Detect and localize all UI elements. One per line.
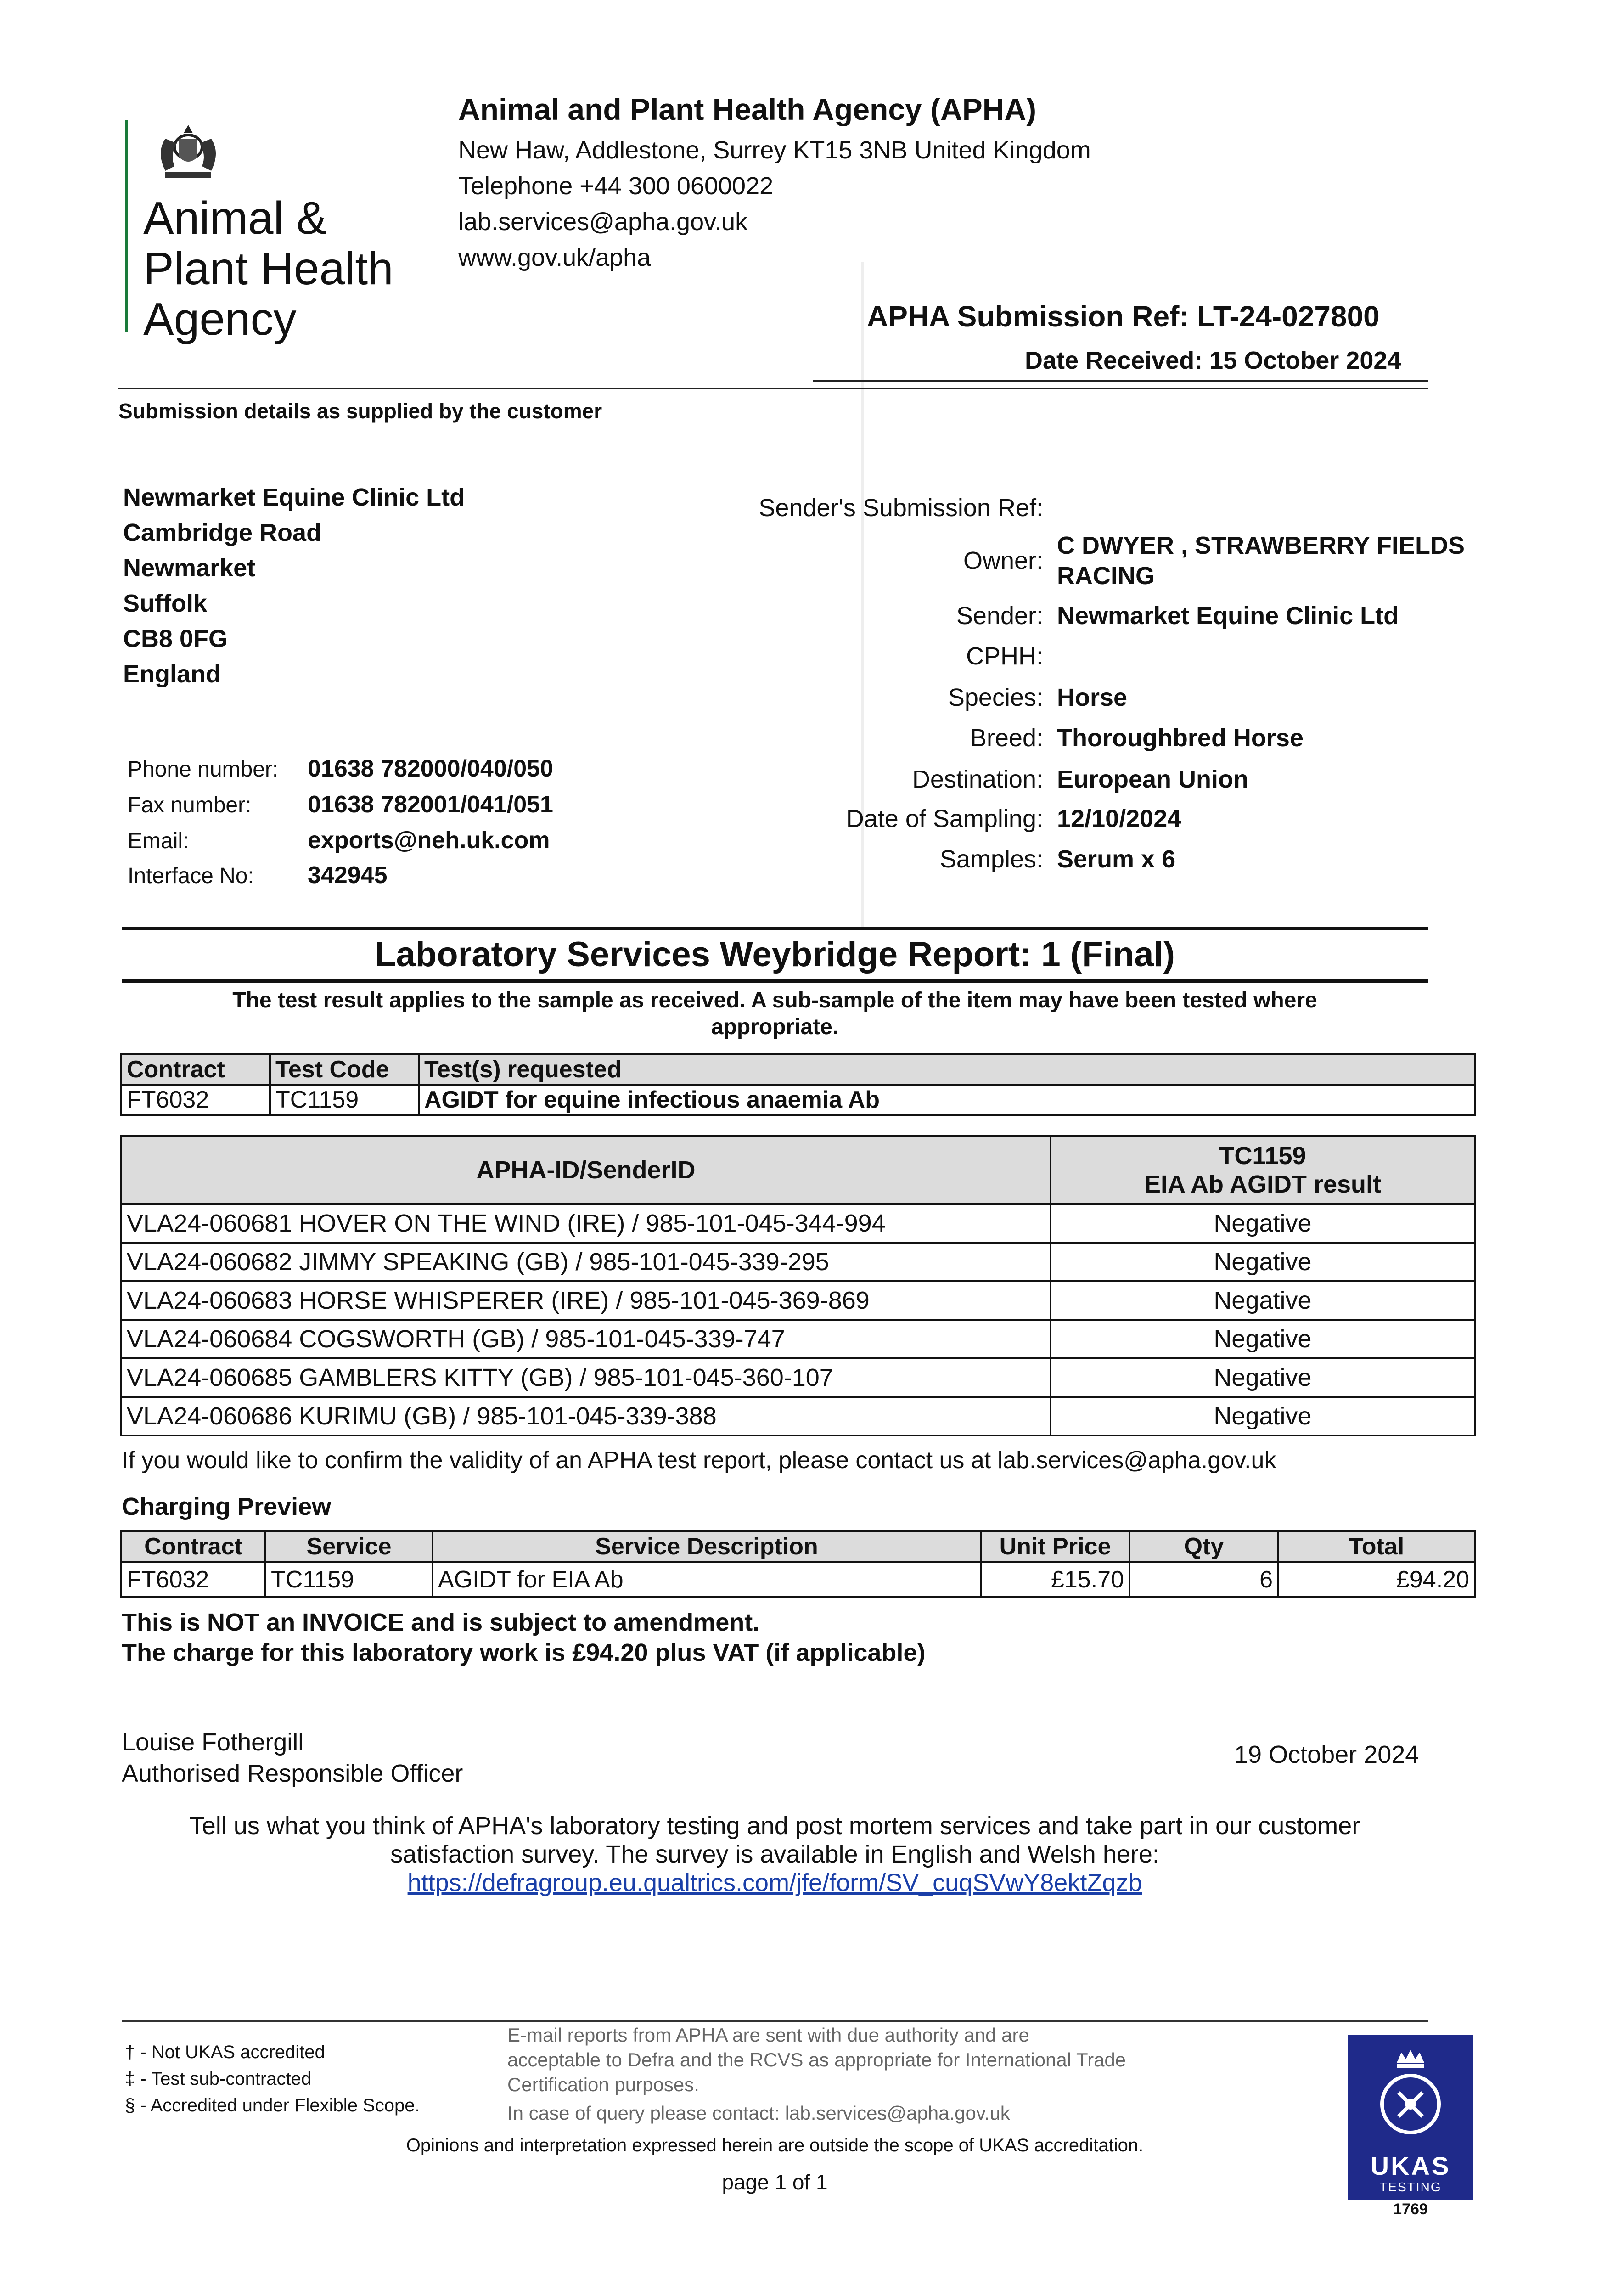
senders-ref-label: Sender's Submission Ref: (759, 494, 1043, 522)
page-number: page 1 of 1 (722, 2170, 828, 2194)
result-header-line: TC1159 (1219, 1142, 1306, 1170)
table-row (121, 1085, 1475, 1115)
footnote: ‡ - Test sub-contracted (125, 2069, 312, 2089)
table-header: APHA-ID/SenderID (121, 1136, 1051, 1204)
divider (122, 2020, 1428, 2022)
sample-id: VLA24-060682 JIMMY SPEAKING (GB) / 985-101-045-339-295 (121, 1243, 1051, 1281)
email-note-line: E-mail reports from APHA are sent with due authority and are (507, 2024, 1029, 2046)
table-header: Contract (121, 1054, 270, 1085)
species-value: Horse (1057, 684, 1128, 711)
sample-result: Negative (1051, 1281, 1475, 1320)
owner-line: C DWYER , STRAWBERRY FIELDS (1057, 532, 1465, 559)
table-row (121, 1243, 1475, 1281)
address-line: Newmarket Equine Clinic Ltd (123, 484, 465, 511)
phone-value: 01638 782000/040/050 (308, 755, 553, 782)
agency-telephone: Telephone +44 300 0600022 (458, 172, 774, 200)
sampling-date-value: 12/10/2024 (1057, 805, 1181, 833)
sender-label: Sender: (956, 602, 1043, 630)
signer-name: Louise Fothergill (122, 1728, 304, 1756)
address-line: Cambridge Road (123, 519, 322, 546)
address-line: England (123, 660, 221, 688)
ukas-label: UKAS (1370, 2151, 1451, 2180)
tests-table (120, 1053, 1476, 1116)
table-header: Test(s) requested (419, 1054, 1475, 1085)
report-title: Laboratory Services Weybridge Report: 1 (Final) (375, 935, 1175, 974)
table-row (121, 1320, 1475, 1358)
table-cell: £94.20 (1278, 1562, 1475, 1597)
sample-id: VLA24-060684 COGSWORTH (GB) / 985-101-045-339-747 (121, 1320, 1051, 1358)
date-received: Date Received: 15 October 2024 (1025, 347, 1401, 374)
ukas-crown-icon (1348, 2035, 1473, 2150)
sample-result: Negative (1051, 1243, 1475, 1281)
table-header: Qty (1129, 1531, 1278, 1562)
sample-result: Negative (1051, 1204, 1475, 1243)
charging-preview-title: Charging Preview (122, 1493, 332, 1520)
table-header: Contract (121, 1531, 265, 1562)
email-value[interactable]: exports@neh.uk.com (308, 827, 550, 854)
charge-line: The charge for this laboratory work is £94.20 plus VAT (if applicable) (122, 1639, 926, 1666)
table-cell: TC1159 (270, 1085, 419, 1115)
survey-line: Tell us what you think of APHA's laboratory testing and post mortem services and take part in our customer (189, 1812, 1360, 1840)
footnote: § - Accredited under Flexible Scope. (125, 2095, 420, 2116)
table-row (121, 1281, 1475, 1320)
table-cell: TC1159 (265, 1562, 433, 1597)
results-table (120, 1135, 1476, 1436)
table-cell: 6 (1129, 1562, 1278, 1597)
owner-line: RACING (1057, 562, 1155, 590)
query-contact: In case of query please contact: lab.services@apha.gov.uk (507, 2102, 1010, 2124)
sender-value: Newmarket Equine Clinic Ltd (1057, 602, 1399, 630)
cphh-label: CPHH: (966, 642, 1043, 670)
samples-value: Serum x 6 (1057, 845, 1176, 873)
confirm-validity-note: If you would like to confirm the validity of an APHA test report, please contact us at lab.services@apha.gov.uk (122, 1447, 1276, 1474)
sample-id: VLA24-060683 HORSE WHISPERER (IRE) / 985-101-045-369-869 (121, 1281, 1051, 1320)
interface-label: Interface No: (128, 864, 254, 888)
result-header-line: EIA Ab AGIDT result (1144, 1171, 1382, 1198)
email-label: Email: (128, 829, 189, 853)
breed-value: Thoroughbred Horse (1057, 724, 1304, 752)
table-header: Service (265, 1531, 433, 1562)
logo-line-1: Animal & (143, 192, 327, 244)
email-note-line: Certification purposes. (507, 2074, 699, 2095)
agency-website[interactable]: www.gov.uk/apha (458, 244, 651, 271)
sample-id: VLA24-060686 KURIMU (GB) / 985-101-045-339-388 (121, 1397, 1051, 1435)
owner-value (1057, 530, 1465, 591)
signer-role: Authorised Responsible Officer (122, 1760, 463, 1787)
ukas-number: 1769 (1393, 2200, 1428, 2218)
table-header-row (121, 1136, 1475, 1204)
sample-id: VLA24-060685 GAMBLERS KITTY (GB) / 985-101-045-360-107 (121, 1358, 1051, 1397)
opinions-note: Opinions and interpretation expressed herein are outside the scope of UKAS accreditation. (406, 2135, 1144, 2155)
email-note (507, 2023, 1224, 2126)
sample-result: Negative (1051, 1397, 1475, 1435)
owner-label: Owner: (963, 547, 1043, 574)
table-header: Unit Price (981, 1531, 1129, 1562)
table-header (1051, 1136, 1475, 1204)
divider (118, 388, 1428, 389)
table-row (121, 1358, 1475, 1397)
applies-line: The test result applies to the sample as received. A sub-sample of the item may have been tested where (232, 988, 1317, 1013)
table-cell: AGIDT for EIA Ab (433, 1562, 981, 1597)
table-row (121, 1204, 1475, 1243)
footnote: † - Not UKAS accredited (125, 2042, 325, 2062)
ukas-sub: TESTING (1379, 2180, 1442, 2194)
signer (122, 1727, 463, 1789)
fax-value: 01638 782001/041/051 (308, 791, 553, 818)
table-header-row (121, 1531, 1475, 1562)
agency-address: New Haw, Addlestone, Surrey KT15 3NB United Kingdom (458, 136, 1091, 164)
phone-label: Phone number: (128, 757, 279, 782)
logo-bar (125, 120, 128, 332)
submission-caption: Submission details as supplied by the customer (118, 399, 602, 423)
ukas-mark (1348, 2035, 1473, 2200)
table-cell: FT6032 (121, 1562, 265, 1597)
sign-date: 19 October 2024 (1234, 1741, 1419, 1768)
table-cell: AGIDT for equine infectious anaemia Ab (419, 1085, 1475, 1115)
logo-wordmark (143, 193, 393, 344)
footnotes (125, 2039, 420, 2119)
email-note-line: acceptable to Defra and the RCVS as appropriate for International Trade (507, 2049, 1126, 2071)
report-applies-note (122, 987, 1428, 1041)
destination-value: European Union (1057, 765, 1248, 793)
table-header-row (121, 1054, 1475, 1085)
table-row (121, 1562, 1475, 1597)
divider (813, 380, 1428, 382)
logo-line-2: Plant Health (143, 243, 393, 294)
sampling-date-label: Date of Sampling: (846, 805, 1043, 833)
fax-label: Fax number: (128, 793, 252, 817)
table-header: Test Code (270, 1054, 419, 1085)
not-invoice-note (122, 1607, 925, 1668)
table-cell: £15.70 (981, 1562, 1129, 1597)
table-cell: FT6032 (121, 1085, 270, 1115)
table-header: Total (1278, 1531, 1475, 1562)
address-line: CB8 0FG (123, 625, 228, 653)
agency-email[interactable]: lab.services@apha.gov.uk (458, 208, 748, 236)
charging-table (120, 1530, 1476, 1598)
divider-thick (122, 979, 1428, 983)
royal-crest-icon (147, 120, 230, 191)
submission-ref: APHA Submission Ref: LT-24-027800 (867, 300, 1380, 333)
logo-line-3: Agency (143, 293, 297, 345)
agency-title: Animal and Plant Health Agency (APHA) (458, 92, 1037, 126)
sample-result: Negative (1051, 1320, 1475, 1358)
breed-label: Breed: (970, 724, 1043, 752)
species-label: Species: (948, 684, 1043, 711)
survey-note (122, 1812, 1428, 1897)
survey-link[interactable]: https://defragroup.eu.qualtrics.com/jfe/form/SV_cuqSVwY8ektZqzb (407, 1869, 1142, 1896)
sample-id: VLA24-060681 HOVER ON THE WIND (IRE) / 985-101-045-344-994 (121, 1204, 1051, 1243)
address-line: Suffolk (123, 590, 207, 617)
destination-label: Destination: (912, 765, 1043, 793)
interface-value: 342945 (308, 862, 388, 889)
sample-result: Negative (1051, 1358, 1475, 1397)
applies-line: appropriate. (711, 1015, 839, 1039)
survey-line: satisfaction survey. The survey is available in English and Welsh here: (390, 1840, 1159, 1868)
divider-thick (122, 927, 1428, 930)
table-header: Service Description (433, 1531, 981, 1562)
table-row (121, 1397, 1475, 1435)
address-line: Newmarket (123, 554, 256, 582)
not-invoice-line: This is NOT an INVOICE and is subject to amendment. (122, 1609, 760, 1636)
samples-label: Samples: (939, 845, 1043, 873)
